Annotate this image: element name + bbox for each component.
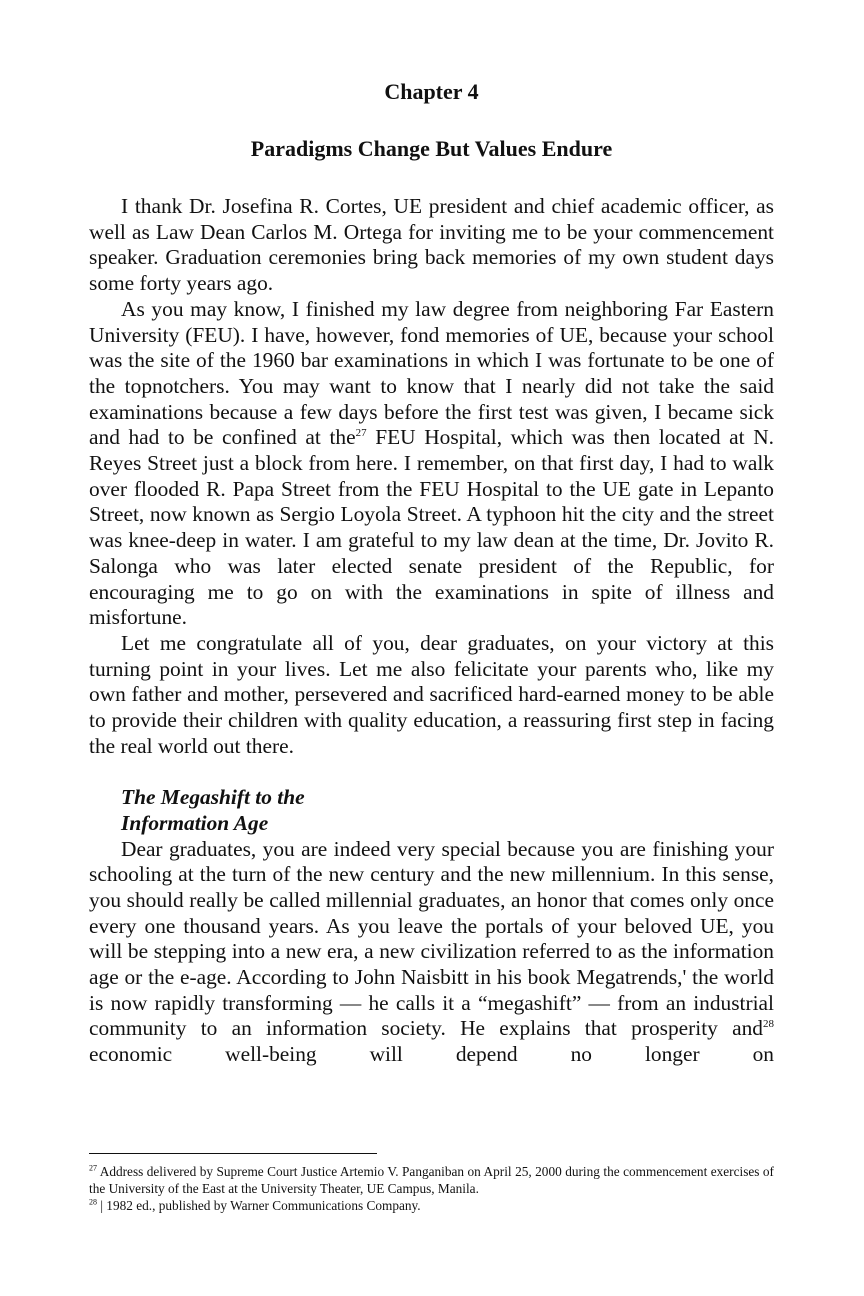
chapter-title: Paradigms Change But Values Endure [250, 136, 613, 161]
footnote-reference: 28 [763, 1018, 774, 1031]
footnote-text: Address delivered by Supreme Court Justice Artemio V. Panganiban on April 25, 2000 during the commencement exercises of the University of the East at the University Theater, UE Campus, Manila. [89, 1164, 774, 1196]
footnote [89, 1163, 774, 1197]
footnote-divider [89, 1153, 377, 1154]
chapter-body [89, 194, 774, 1068]
paragraph: I thank Dr. Josefina R. Cortes, UE president and chief academic officer, as well as Law Dean Carlos M. Ortega for inviting me to be your commencement speaker. Graduation ceremonies bring back memories of my own student days some forty years ago. [89, 194, 774, 296]
paragraph-text: economic well-being will depend no longer on [89, 1042, 774, 1067]
footnotes [89, 1163, 774, 1214]
paragraph-text: FEU Hospital, which was then located at N. Reyes Street just a block from here. I remember, on that first day, I had to walk over flooded R. Papa Street from the FEU Hospital to the UE gate in Lepanto Street, now known as Sergio Loyola Street. A typhoon hit the city and the street was knee-deep in water. I am grateful to my law dean at the time, Dr. Jovito R. Salonga who was later elected senate president of the Republic, for encouraging me to go on with the examinations in spite of illness and misfortune. [89, 425, 775, 630]
paragraph [89, 297, 774, 631]
paragraph [89, 837, 774, 1068]
chapter-label: Chapter 4 [384, 79, 479, 104]
footnote-marker: 27 [89, 1163, 97, 1173]
paragraph-text: As you may know, I finished my law degree from neighboring Far Eastern University (FEU). I have, however, fond memories of UE, because your school was the site of the 1960 bar examinations in which I was fortunate to be one of the topnotchers. You may want to know that I nearly did not take the said examinations because a few days before the first test was given, I became sick and had to be confined at the [89, 296, 774, 450]
section-heading-line: Information Age [121, 810, 269, 835]
footnote-marker: 28 [89, 1197, 97, 1207]
paragraph: Let me congratulate all of you, dear graduates, on your victory at this turning point in your lives. Let me also felicitate your parents who, like my own father and mother, persevered and sacrificed hard-earned money to be able to provide their children with quality education, a reassuring first step in facing the real world out there. [89, 630, 774, 758]
section-heading-line: The Megashift to the [121, 785, 305, 810]
paragraph-text: Dear graduates, you are indeed very special because you are finishing your schooling at the turn of the new century and the new millennium. In this sense, you should really be called millennial graduates, an honor that comes only once every one thousand years. As you leave the portals of your beloved UE, you will be stepping into a new era, a new civilization referred to as the information age or the e-age. According to John Naisbitt in his book Megatrends,' the world is now rapidly transforming — he calls it a “megashift” — from an industrial community to an information society. He explains that prosperity and [89, 836, 774, 1041]
footnote-text: | 1982 ed., published by Warner Communications Company. [97, 1198, 421, 1213]
footnote [89, 1197, 774, 1214]
footnote-reference: 27 [355, 427, 367, 440]
